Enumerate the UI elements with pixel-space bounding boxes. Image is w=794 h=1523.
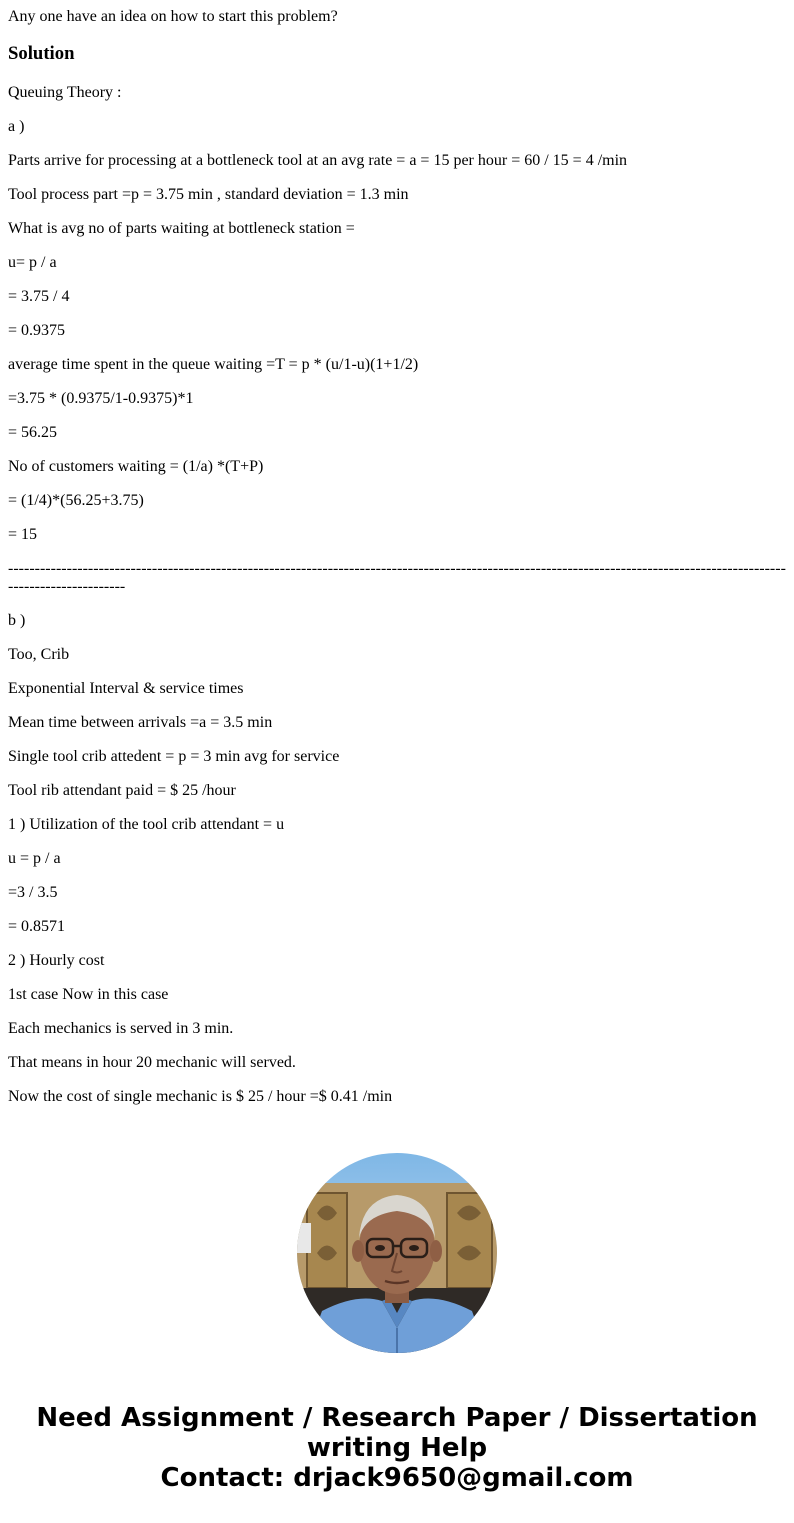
solution-line: Queuing Theory : [8, 84, 122, 101]
solution-line: u= p / a [8, 254, 57, 271]
solution-line: =3.75 * (0.9375/1-0.9375)*1 [8, 390, 194, 407]
solution-line: Exponential Interval & service times [8, 680, 244, 697]
question-text: Any one have an idea on how to start this problem? [8, 8, 338, 25]
banner-line-1: Need Assignment / Research Paper / Dissertation [36, 1403, 758, 1433]
solution-line: = 56.25 [8, 424, 58, 441]
solution-line: b ) [8, 612, 26, 629]
solution-line: Single tool crib attedent = p = 3 min avg for service [8, 748, 340, 765]
avatar-portrait-image [297, 1153, 497, 1353]
document-body [8, 0, 786, 1106]
solution-line: a ) [8, 118, 25, 135]
solution-line: 2 ) Hourly cost [8, 952, 105, 969]
solution-line: = 3.75 / 4 [8, 288, 70, 305]
banner-contact-line[interactable]: Contact: drjack9650@gmail.com [160, 1463, 634, 1493]
solution-line: u = p / a [8, 850, 61, 867]
solution-line: = 0.9375 [8, 322, 66, 339]
solution-line: = 15 [8, 526, 38, 543]
solution-heading: Solution [8, 43, 75, 64]
contact-banner [0, 1403, 794, 1493]
solution-line: What is avg no of parts waiting at bottleneck station = [8, 220, 355, 237]
tutor-avatar [297, 1153, 497, 1353]
solution-line: =3 / 3.5 [8, 884, 58, 901]
solution-line: Tool process part =p = 3.75 min , standard deviation = 1.3 min [8, 186, 409, 203]
banner-line-2: writing Help [306, 1433, 488, 1463]
separator-line: ------------------------------------------------------------------------------------------------------------------------------------------------------------------------ [8, 560, 786, 595]
solution-line: average time spent in the queue waiting =T = p * (u/1-u)(1+1/2) [8, 356, 419, 373]
solution-line: Mean time between arrivals =a = 3.5 min [8, 714, 273, 731]
solution-line: Too, Crib [8, 646, 70, 663]
solution-line: 1st case Now in this case [8, 986, 169, 1003]
solution-line: 1 ) Utilization of the tool crib attendant = u [8, 816, 285, 833]
solution-line: Parts arrive for processing at a bottleneck tool at an avg rate = a = 15 per hour = 60 / 15 = 4 /min [8, 152, 628, 169]
solution-line: Now the cost of single mechanic is $ 25 / hour =$ 0.41 /min [8, 1088, 393, 1105]
solution-line: Tool rib attendant paid = $ 25 /hour [8, 782, 236, 799]
solution-line: That means in hour 20 mechanic will served. [8, 1054, 296, 1071]
solution-line: = (1/4)*(56.25+3.75) [8, 492, 144, 509]
solution-line: = 0.8571 [8, 918, 66, 935]
solution-line: Each mechanics is served in 3 min. [8, 1020, 234, 1037]
solution-line: No of customers waiting = (1/a) *(T+P) [8, 458, 264, 475]
solution-lines [8, 84, 786, 1106]
